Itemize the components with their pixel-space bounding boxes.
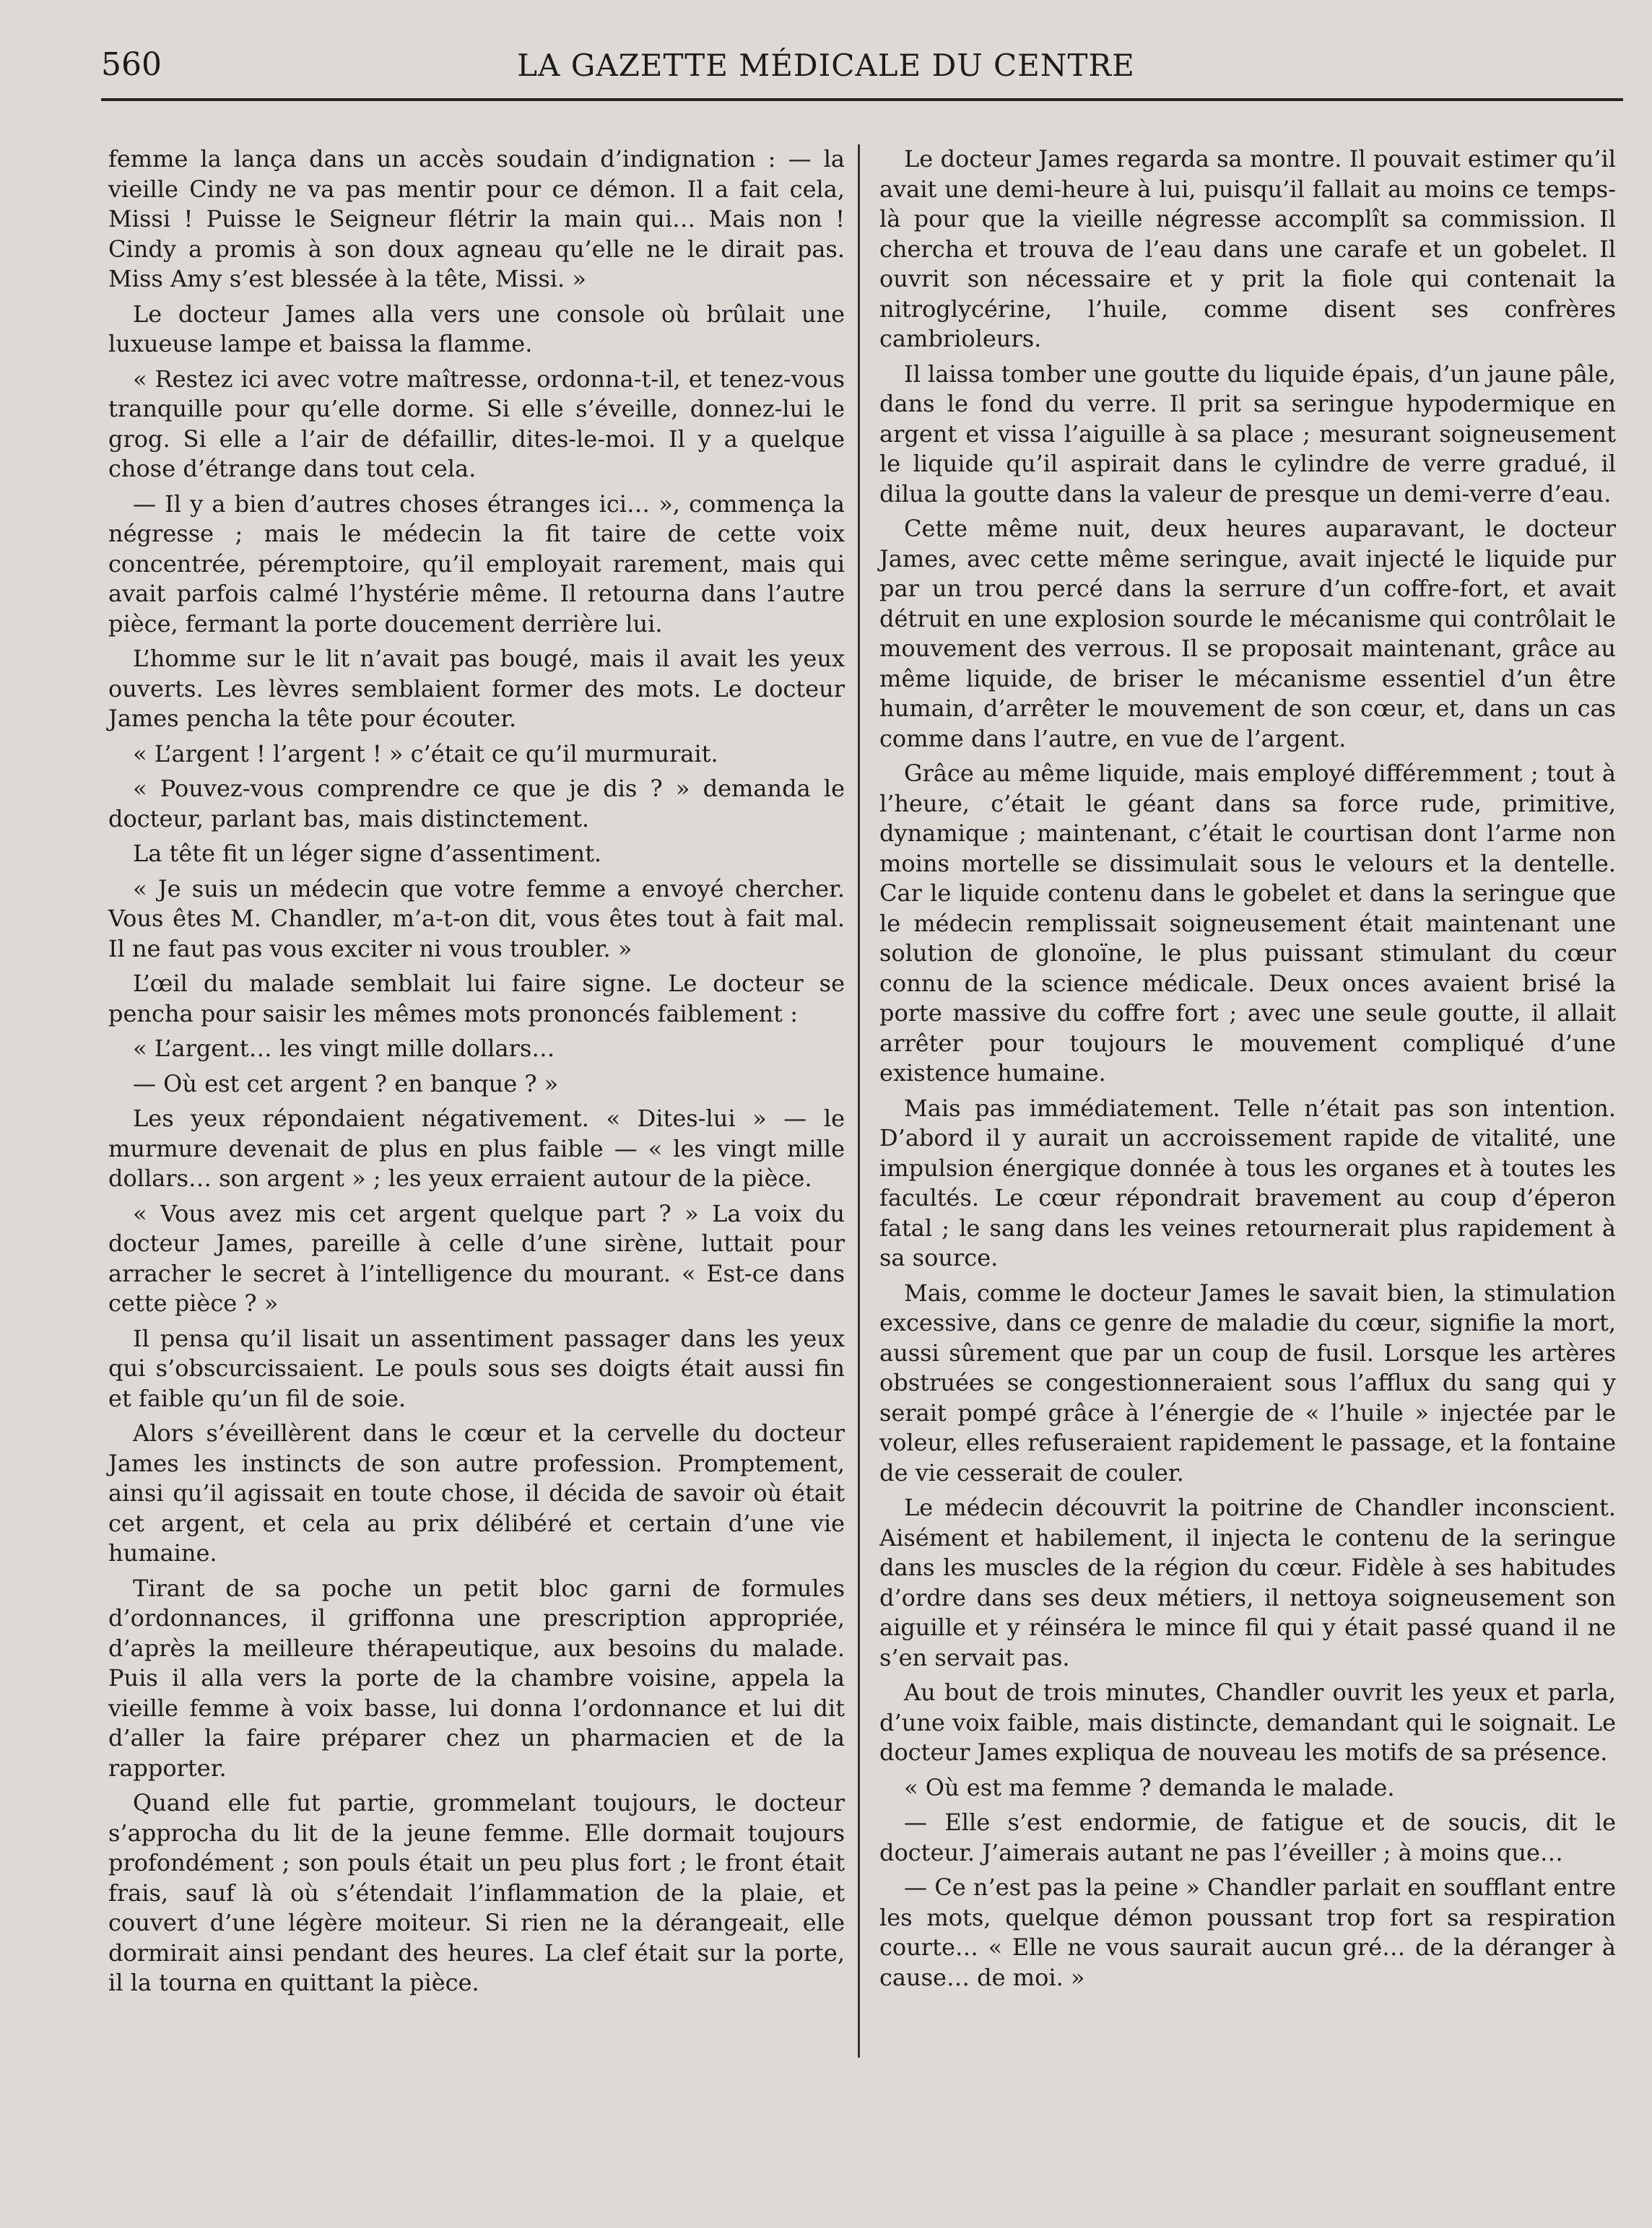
paragraph: L’œil du malade semblait lui faire signe. Le docteur se pencha pour saisir les mêmes mots prononcés faiblement : [108, 970, 845, 1027]
paragraph: « L’argent ! l’argent ! » c’était ce qu’il murmurait. [133, 739, 718, 767]
paragraph: « Restez ici avec votre maîtresse, ordonna-t-il, et tenez-vous tranquille pour qu’elle dorme. Si elle s’éveille, donnez-lui le grog. Si elle a l’air de défaillir, dites-le-moi. Il y a quelque chose d’étrange dans tout cela. [108, 365, 845, 482]
paragraph: Il laissa tomber une goutte du liquide épais, d’un jaune pâle, dans le fond du verre. Il prit sa seringue hypodermique en argent et vissa l’aiguille à sa place ; mesurant soigneusement le liquide qu’il aspirait dans le cylindre de verre gradué, il dilua la goutte dans la valeur de presque un demi-verre d’eau. [879, 360, 1616, 508]
paragraph: « Je suis un médecin que votre femme a envoyé chercher. Vous êtes M. Chandler, m’a-t-on dit, vous êtes tout à fait mal. Il ne faut pas vous exciter ni vous troubler. » [108, 874, 845, 962]
paragraph: Cette même nuit, deux heures auparavant, le docteur James, avec cette même seringue, avait injecté le liquide pur par un trou percé dans la serrure d’un coffre-fort, et avait détruit en une explosion sourde le mécanisme qui contrôlait le mouvement des verrous. Il se proposait maintenant, grâce au même liquide, de briser le mécanisme essentiel d’un être humain, d’arrêter le mouvement de son cœur, et, dans un cas comme dans l’autre, en vue de l’argent. [879, 515, 1616, 752]
paragraph: Au bout de trois minutes, Chandler ouvrit les yeux et parla, d’une voix faible, mais distincte, demandant qui le soignait. Le docteur James expliqua de nouveau les motifs de sa présence. [879, 1679, 1616, 1766]
paragraph: Mais, comme le docteur James le savait bien, la stimulation excessive, dans ce genre de maladie du cœur, signifie la mort, aussi sûrement que par un coup de fusil. Lorsque les artères obstruées se congestionneraient sous l’afflux du sang qui y serait pompé grâce à l’énergie de « l’huile » injectée par le voleur, elles refuseraient rapidement le passage, et la fontaine de vie cesserait de couler. [879, 1279, 1616, 1487]
header-rule [101, 98, 1623, 101]
column-divider [858, 144, 860, 2058]
paragraph: — Elle s’est endormie, de fatigue et de soucis, dit le docteur. J’aimerais autant ne pas l’éveiller ; à moins que… [879, 1809, 1616, 1866]
paragraph: Les yeux répondaient négativement. « Dites-lui » — le murmure devenait de plus en plus faible — « les vingt mille dollars… son argent » ; les yeux erraient autour de la pièce. [108, 1105, 845, 1192]
left-column [108, 144, 845, 2003]
paragraph: L’homme sur le lit n’avait pas bougé, mais il avait les yeux ouverts. Les lèvres semblaient former des mots. Le docteur James pencha la tête pour écouter. [108, 645, 845, 732]
paragraph: « Pouvez-vous comprendre ce que je dis ? » demanda le docteur, parlant bas, mais distinctement. [108, 775, 845, 832]
paragraph: Le médecin découvrit la poitrine de Chandler inconscient. Aisément et habilement, il injecta le contenu de la seringue dans les muscles de la région du cœur. Fidèle à ses habitudes d’ordre dans ses deux métiers, il nettoya soigneusement son aiguille et y réinséra le mince fil qui y était passé quand il ne s’en servait pas. [879, 1494, 1616, 1671]
paragraph: Tirant de sa poche un petit bloc garni de formules d’ordonnances, il griffonna une prescription appropriée, d’après la meilleure thérapeutique, aux besoins du malade. Puis il alla vers la porte de la chambre voisine, appela la vieille femme à voix basse, lui donna l’ordonnance et lui dit d’aller la faire préparer chez un pharmacien et de la rapporter. [108, 1574, 845, 1782]
paragraph: — Où est cet argent ? en banque ? » [133, 1069, 559, 1097]
paragraph: La tête fit un léger signe d’assentiment. [133, 840, 602, 867]
paragraph: femme la lança dans un accès soudain d’indignation : — la vieille Cindy ne va pas mentir pour ce démon. Il a fait cela, Missi ! Puisse le Seigneur flétrir la main qui… Mais non ! Cindy a promis à son doux agneau qu’elle ne le dirait pas. Miss Amy s’est blessée à la tête, Missi. » [108, 145, 845, 292]
paragraph: — Il y a bien d’autres choses étranges ici… », commença la négresse ; mais le médecin la fit taire de cette voix concentrée, péremptoire, qu’il employait rarement, mais qui avait parfois calmé l’hystérie même. Il retourna dans l’autre pièce, fermant la porte doucement derrière lui. [108, 489, 845, 637]
paragraph: Le docteur James regarda sa montre. Il pouvait estimer qu’il avait une demi-heure à lui, puisqu’il fallait au moins ce temps-là pour que la vieille négresse accomplît sa commission. Il chercha et trouva de l’eau dans une carafe et un gobelet. Il ouvrit son nécessaire et y prit la fiole qui contenait la nitroglycérine, l’huile, comme disent ses confrères cambrioleurs. [879, 145, 1616, 352]
paragraph: — Ce n’est pas la peine » Chandler parlait en soufflant entre les mots, quelque démon poussant trop fort sa respiration courte… « Elle ne vous saurait aucun gré… de la déranger à cause… de moi. » [879, 1874, 1616, 1991]
paragraph: Mais pas immédiatement. Telle n’était pas son intention. D’abord il y aurait un accroissement rapide de vitalité, une impulsion énergique donnée à tous les organes et à toutes les facultés. Le cœur répondrait bravement au coup d’éperon fatal ; le sang dans les veines retournerait plus rapidement à sa source. [879, 1094, 1616, 1271]
paragraph: « L’argent… les vingt mille dollars… [133, 1035, 555, 1062]
page-number: 560 [101, 46, 162, 83]
paragraph: « Où est ma femme ? demanda le malade. [904, 1773, 1395, 1801]
paragraph: « Vous avez mis cet argent quelque part ? » La voix du docteur James, pareille à celle d’une sirène, luttait pour arracher le secret à l’intelligence du mourant. « Est-ce dans cette pièce ? » [108, 1199, 845, 1317]
right-column [879, 144, 1616, 1998]
paragraph: Il pensa qu’il lisait un assentiment passager dans les yeux qui s’obscurcissaient. Le pouls sous ses doigts était aussi fin et faible qu’un fil de soie. [108, 1324, 845, 1412]
paragraph: Le docteur James alla vers une console où brûlait une luxueuse lampe et baissa la flamme. [108, 300, 845, 357]
page-title: LA GAZETTE MÉDICALE DU CENTRE [517, 48, 1135, 83]
paragraph: Alors s’éveillèrent dans le cœur et la cervelle du docteur James les instincts de son autre profession. Promptement, ainsi qu’il agissait en toute chose, il décida de savoir où était cet argent, et cela au prix délibéré et certain d’une vie humaine. [108, 1419, 845, 1567]
paragraph: Grâce au même liquide, mais employé différemment ; tout à l’heure, c’était le géant dans sa force rude, primitive, dynamique ; maintenant, c’était le courtisan dont l’arme non moins mortelle se dissimulait sous le velours et la dentelle. Car le liquide contenu dans le gobelet et dans la seringue que le médecin remplissait soigneusement était maintenant une solution de glonoïne, le plus puissant stimulant du cœur connu de la science médicale. Deux onces avaient brisé la porte massive du coffre fort ; avec une seule goutte, il allait arrêter pour toujours le mouvement compliqué d’une existence humaine. [879, 760, 1616, 1087]
paragraph: Quand elle fut partie, grommelant toujours, le docteur s’approcha du lit de la jeune femme. Elle dormait toujours profondément ; son pouls était un peu plus fort ; le front était frais, sauf là où s’étendait l’inflammation de la plaie, et couvert d’une légère moiteur. Si rien ne la dérangeait, elle dormirait ainsi pendant des heures. La clef était sur la porte, il la tourna en quittant la pièce. [108, 1789, 845, 1996]
